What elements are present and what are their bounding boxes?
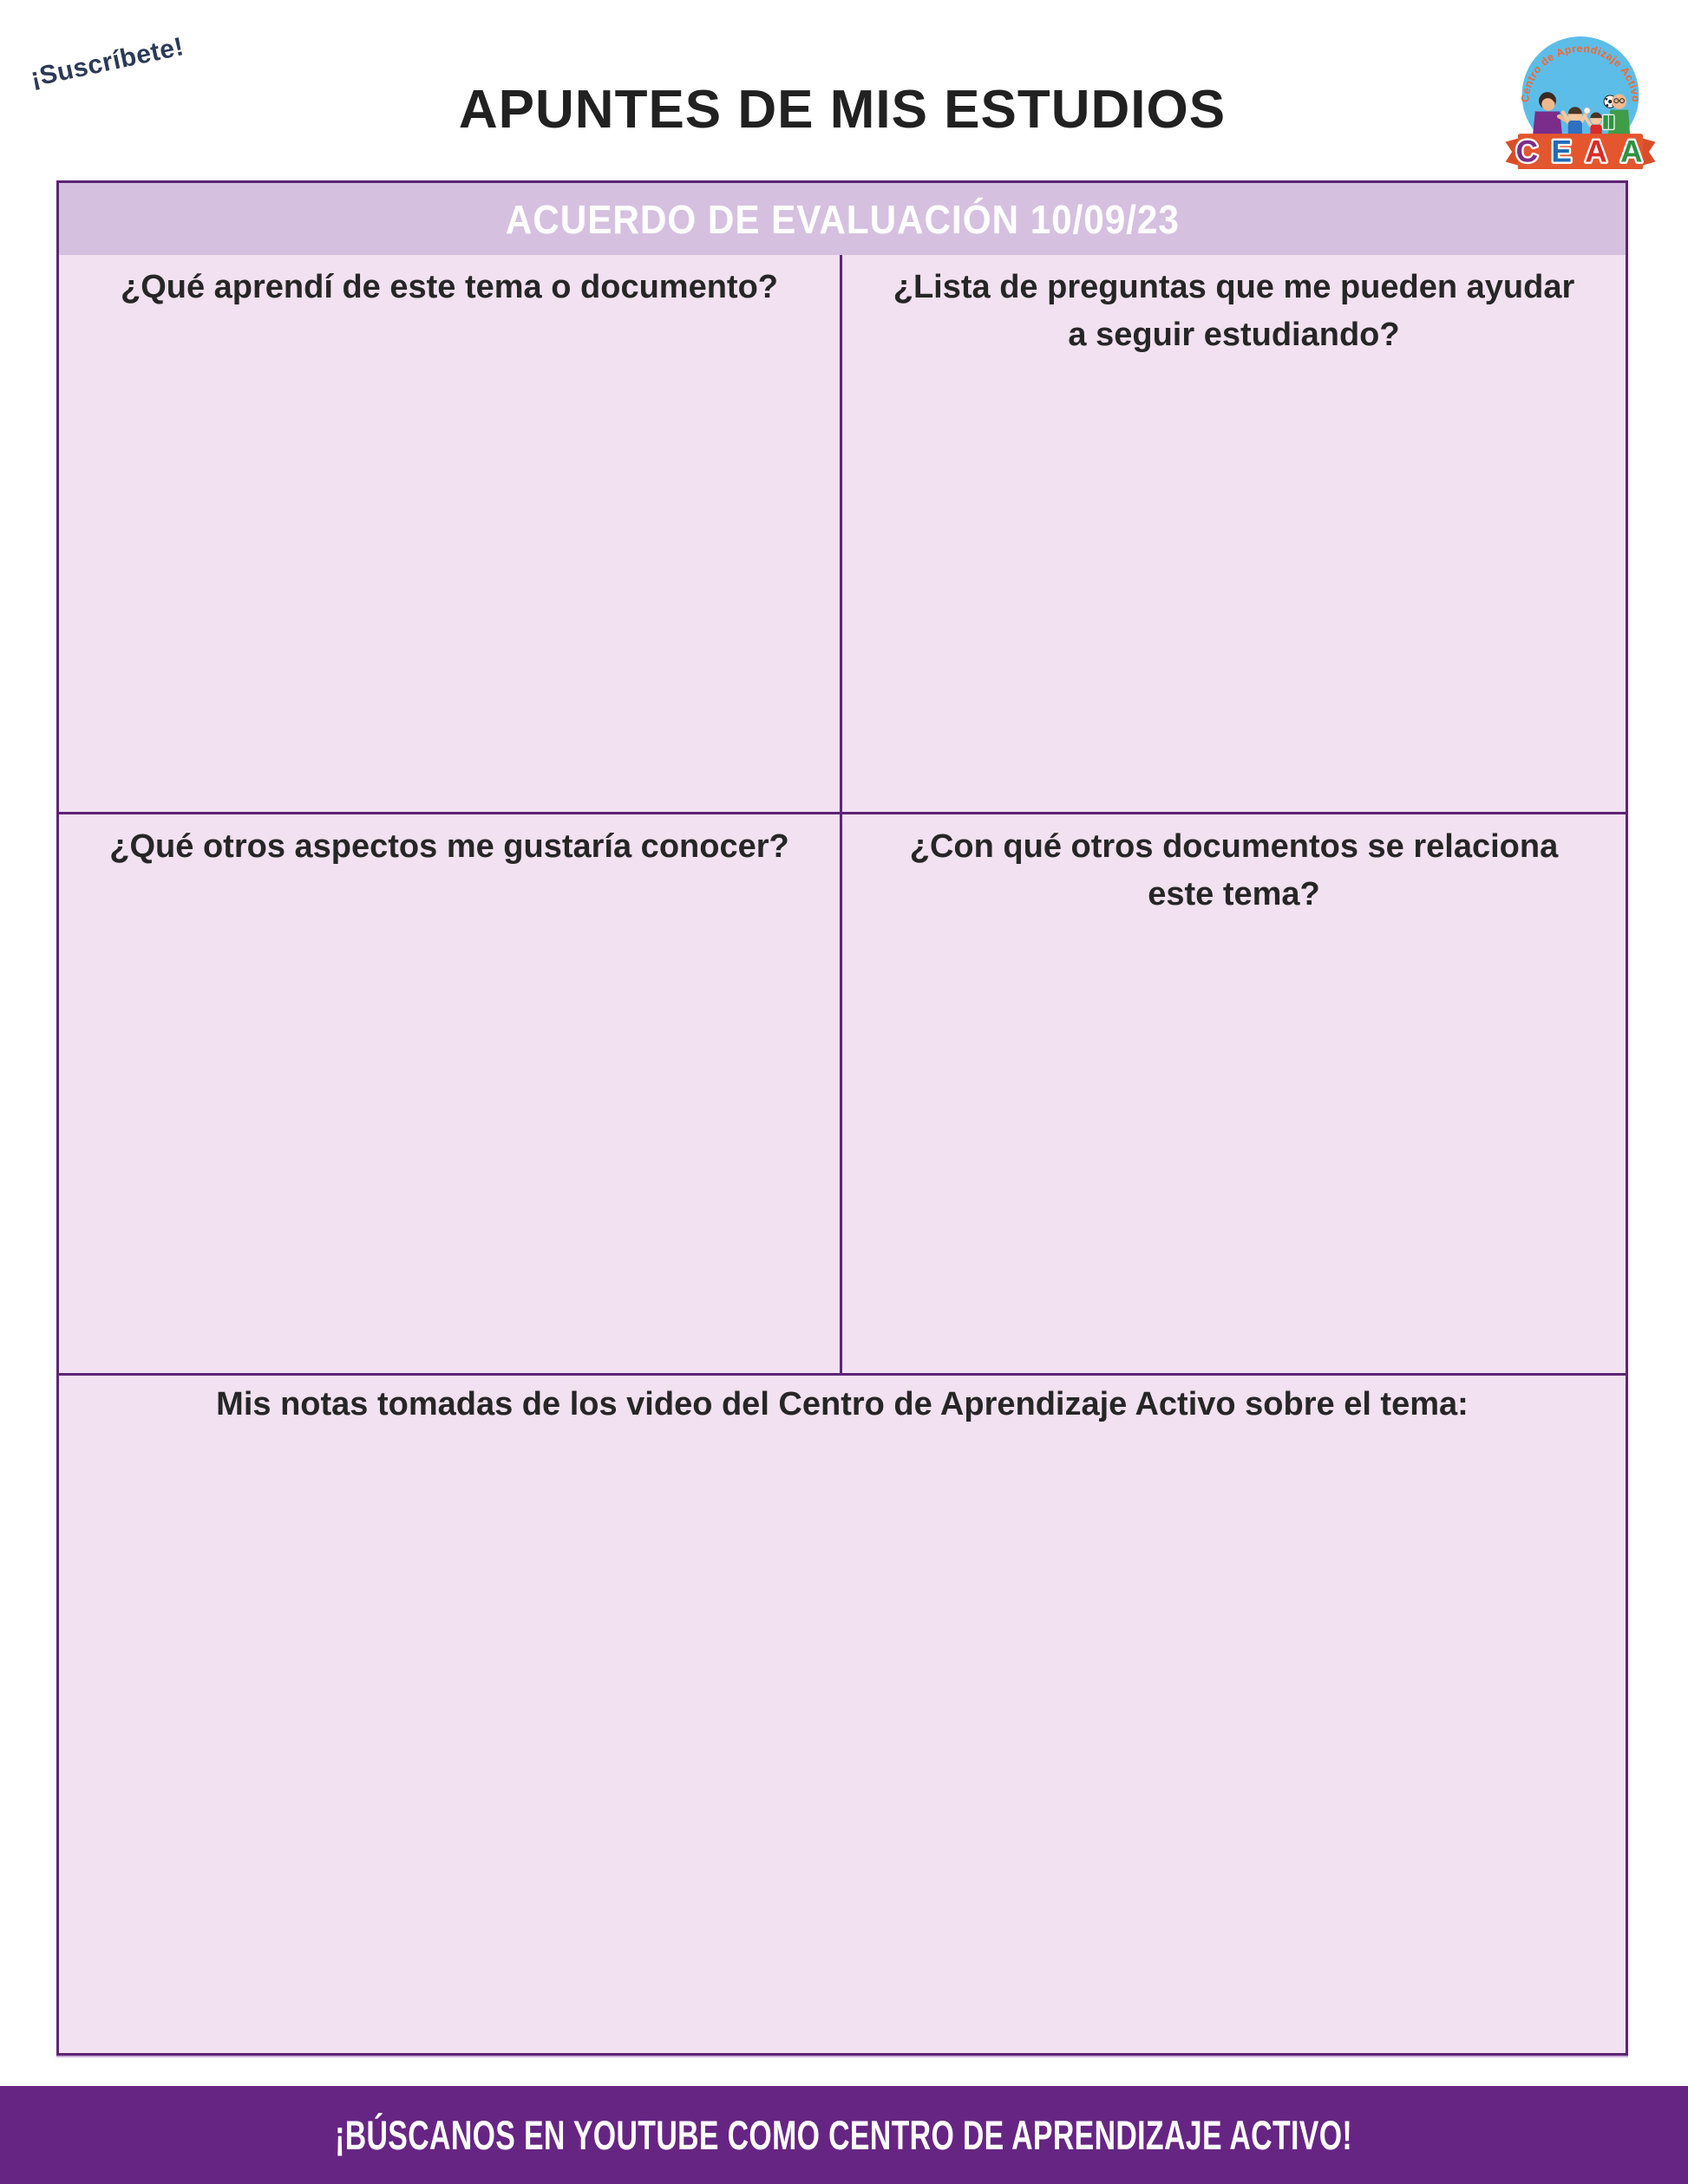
book-icon [1603, 114, 1614, 129]
table-title: ACUERDO DE EVALUACIÓN 10/09/23 [505, 196, 1180, 242]
youtube-banner [0, 2086, 1688, 2184]
youtube-banner-text: ¡BÚSCANOS EN YOUTUBE COMO CENTRO DE APRENDIZAJE ACTIVO! [335, 2112, 1353, 2158]
table-header-row [59, 183, 1626, 255]
evaluation-table [56, 180, 1628, 2056]
notes-cell [59, 1373, 1626, 2053]
ceaa-logo [1498, 21, 1663, 169]
answer-cell-1 [59, 255, 842, 812]
page-title: APUNTES DE MIS ESTUDIOS [458, 80, 1227, 140]
question-label-3: ¿Qué otros aspectos me gustaría conocer? [109, 828, 789, 865]
subscribe-label: ¡Suscríbete! [28, 32, 186, 93]
question-label-2: ¿Lista de preguntas que me pueden ayudar a seguir estudiando? [893, 269, 1575, 354]
logo-acronym: C E A A [1515, 134, 1645, 169]
question-grid [59, 255, 1626, 1373]
logo-arc-text: Centro de Aprendizaje Activo [1519, 42, 1642, 103]
answer-cell-3 [59, 812, 842, 1373]
answer-cell-4 [842, 812, 1626, 1373]
notes-label: Mis notas tomadas de los video del Centro de Aprendizaje Activo sobre el tema: [216, 1386, 1469, 1422]
question-label-1: ¿Qué aprendí de este tema o documento? [120, 269, 778, 305]
question-label-4: ¿Con qué otros documentos se relaciona este tema? [909, 828, 1559, 913]
answer-cell-2 [842, 255, 1626, 812]
